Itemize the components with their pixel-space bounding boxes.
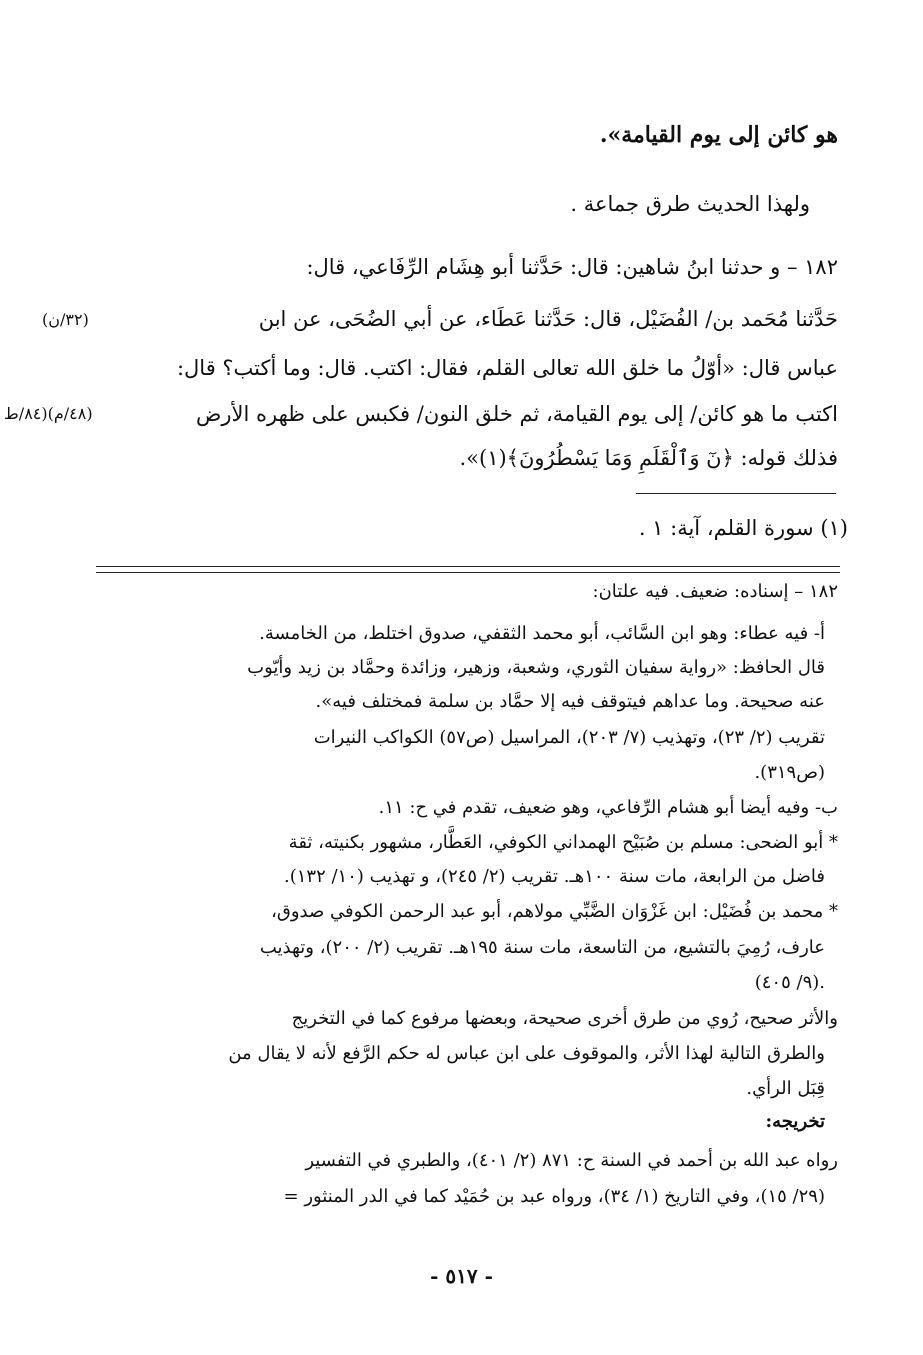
margin-manuscript-ref: (٤٨/م)(٨٤/ط: [4, 404, 93, 423]
commentary-line: ب- وفيه أيضا أبو هشام الرِّفاعي، وهو ضعيف، تقدم في ح: ١١.: [378, 797, 838, 818]
main-text-line: حَدَّثنا مُحَمد بن/ الفُضَيْل، قال: حَدَّثنا عَطَاء، عن أبي الضُحَى، عن ابن: [258, 307, 838, 331]
commentary-line: والطرق التالية لهذا الأثر، والموقوف على ابن عباس له حكم الرَّفع لأنه لا يقال من: [228, 1043, 825, 1064]
footnote-divider: [636, 493, 836, 494]
hadith-heading-line: ١٨٢ – و حدثنا ابنُ شاهين: قال: حَدَّثنا أبو هِشَام الرِّفَاعي، قال:: [306, 255, 838, 279]
commentary-line: * أبو الضحى: مسلم بن صُبَيْح الهمداني الكوفي، العَطَّار، مشهور بكنيته، ثقة: [288, 832, 838, 853]
commentary-line: (٢٩/ ١٥)، وفي التاريخ (١/ ٣٤)، ورواه عبد بن حُمَيْد كما في الدر المنثور =: [283, 1186, 825, 1207]
commentary-line: (ص٣١٩).: [754, 762, 825, 783]
commentary-line: عنه صحيحة. وما عداهم فيتوقف فيه إلا حمَّاد بن سلمة فمختلف فيه».: [315, 691, 825, 712]
commentary-line: قِبَل الرأي.: [746, 1078, 825, 1099]
commentary-line: فاضل من الرابعة، مات سنة ١٠٠هـ. تقريب (٢/ ٢٤٥)، و تهذيب (١٠/ ١٣٢).: [283, 866, 825, 887]
commentary-line: ١٨٢ – إسناده: ضعيف. فيه علتان:: [592, 581, 838, 602]
commentary-line: * محمد بن فُضَيْل: ابن غَزْوَان الضَّبِّي مولاهم، أبو عبد الرحمن الكوفي صدوق،: [271, 901, 838, 922]
takhrij-heading: تخريجه:: [765, 1111, 825, 1132]
commentary-divider-bottom: [96, 572, 840, 573]
commentary-divider-top: [96, 566, 840, 567]
commentary-line: أ- فيه عطاء: وهو ابن السَّائب، أبو محمد الثقفي، صدوق اختلط، من الخامسة.: [259, 623, 825, 644]
commentary-line: (٩/ ٤٠٥).: [754, 972, 825, 993]
commentary-line: والأثر صحيح، رُوي من طرق أخرى صحيحة، وبعضها مرفوع كما في التخريج: [291, 1008, 838, 1029]
commentary-line: تقريب (٢/ ٢٣)، وتهذيب (٧/ ٢٠٣)، المراسيل (ص٥٧) الكواكب النيرات: [313, 727, 825, 748]
main-text-line: ولهذا الحديث طرق جماعة .: [570, 192, 810, 216]
commentary-line: رواه عبد الله بن أحمد في السنة ح: ٨٧١ (٢/ ٤٠١)، والطبري في التفسير: [305, 1150, 838, 1171]
main-text-line: اكتب ما هو كائن/ إلى يوم القيامة، ثم خلق النون/ فكبس على ظهره الأرض: [196, 402, 838, 426]
main-text-line: عباس قال: «أوّلُ ما خلق الله تعالى القلم، فقال: اكتب. قال: وما أكتب؟ قال:: [176, 356, 838, 380]
commentary-line: عارف، رُمِيَ بالتشيع، من التاسعة، مات سنة ١٩٥هـ. تقريب (٢/ ٢٠٠)، وتهذيب: [259, 937, 825, 958]
margin-manuscript-ref: (٣٢/ن): [42, 310, 89, 329]
quran-verse-line: فذلك قوله: ﴿نٓ وَٱلْقَلَمِ وَمَا يَسْطُرُونَ﴾(١)».: [459, 446, 838, 470]
main-text-line: هو كائن إلى يوم القيامة».: [599, 122, 838, 148]
footnote-text: (١) سورة القلم، آية: ١ .: [638, 516, 848, 540]
page-number: - ٥١٧ -: [430, 1264, 493, 1288]
commentary-line: قال الحافظ: «رواية سفيان الثوري، وشعبة، وزهير، وزائدة وحمَّاد بن زيد وأيّوب: [247, 657, 825, 678]
